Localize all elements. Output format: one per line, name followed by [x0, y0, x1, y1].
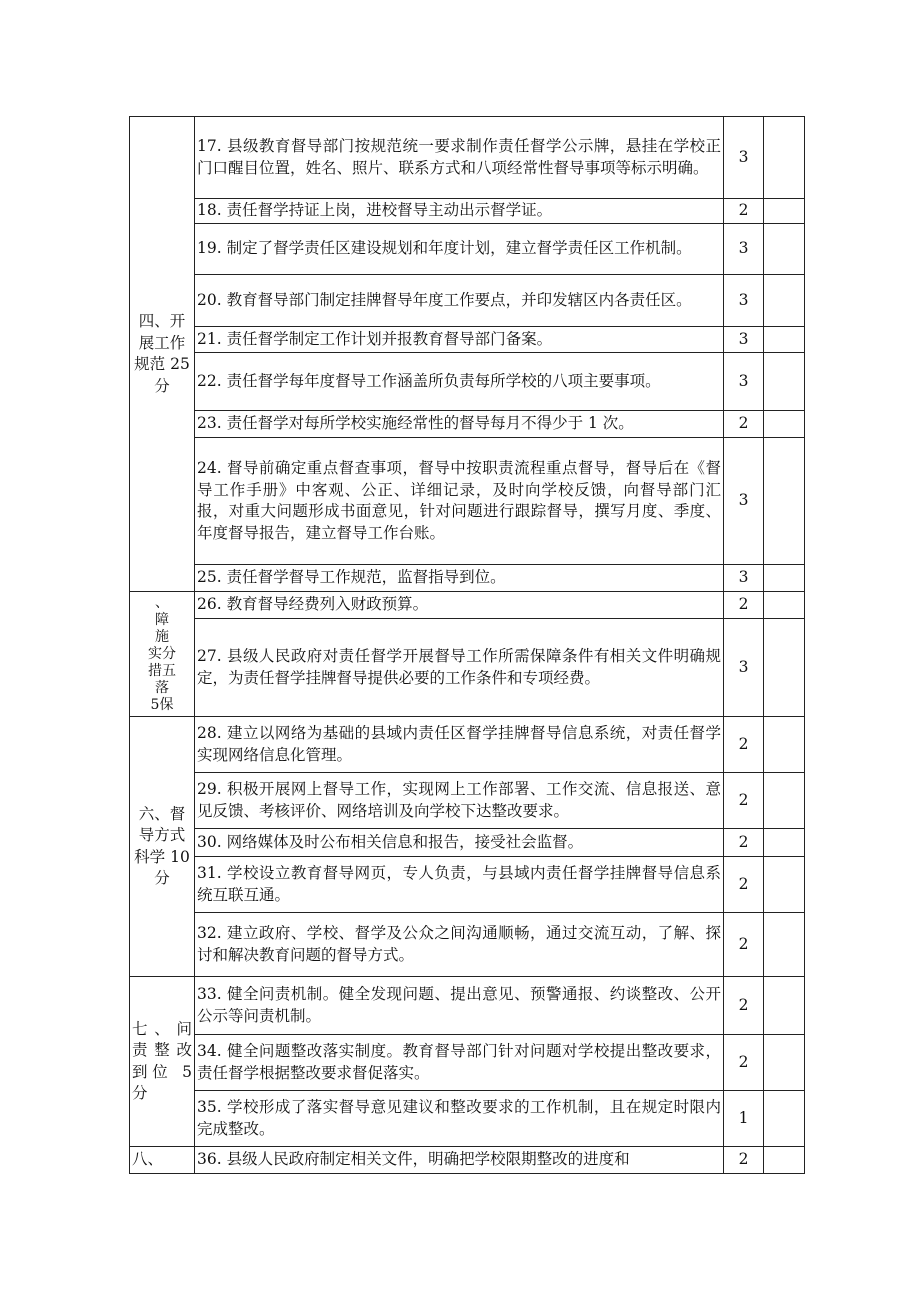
self-score-cell[interactable] — [764, 773, 805, 829]
table-row — [130, 592, 805, 619]
self-score-cell[interactable] — [764, 199, 805, 224]
category-four — [130, 117, 195, 592]
item-text: 36. 县级人民政府制定相关文件，明确把学校限期整改的进度和 — [195, 1147, 724, 1174]
self-score-cell[interactable] — [764, 275, 805, 327]
category-six — [130, 717, 195, 977]
item-text: 29. 积极开展网上督导工作，实现网上工作部署、工作交流、信息报送、意见反馈、考核评价、网络培训及向学校下达整改要求。 — [195, 773, 724, 829]
self-score-cell[interactable] — [764, 438, 805, 565]
table-row — [130, 913, 805, 977]
category-five-char: 保 — [159, 696, 174, 713]
item-text: 28. 建立以网络为基础的县域内责任区督学挂牌督导信息系统，对责任督学实现网络信息化管理。 — [195, 717, 724, 773]
self-score-cell[interactable] — [764, 224, 805, 275]
table-row — [130, 275, 805, 327]
self-score-cell[interactable] — [764, 353, 805, 411]
item-text: 27. 县级人民政府对责任督学开展督导工作所需保障条件有相关文件明确规定，为责任督学挂牌督导提供必要的工作条件和专项经费。 — [195, 619, 724, 717]
item-score: 2 — [724, 1147, 764, 1174]
self-score-cell[interactable] — [764, 327, 805, 353]
self-score-cell[interactable] — [764, 913, 805, 977]
self-score-cell[interactable] — [764, 717, 805, 773]
table-row — [130, 773, 805, 829]
category-five-char: 实 — [148, 645, 162, 662]
item-score: 2 — [724, 913, 764, 977]
category-five-char: 、 — [155, 594, 169, 611]
table-row — [130, 353, 805, 411]
category-eight — [130, 1147, 195, 1174]
self-score-cell[interactable] — [764, 411, 805, 438]
item-text: 20. 教育督导部门制定挂牌督导年度工作要点，并印发辖区内各责任区。 — [195, 275, 724, 327]
item-text: 30. 网络媒体及时公布相关信息和报告，接受社会监督。 — [195, 829, 724, 857]
item-text: 25. 责任督学督导工作规范，监督指导到位。 — [195, 565, 724, 592]
item-text: 18. 责任督学持证上岗，进校督导主动出示督学证。 — [195, 199, 724, 224]
item-text: 22. 责任督学每年度督导工作涵盖所负责每所学校的八项主要事项。 — [195, 353, 724, 411]
category-five-char: 分 — [162, 645, 176, 662]
self-score-cell[interactable] — [764, 829, 805, 857]
self-score-cell[interactable] — [764, 592, 805, 619]
table-row — [130, 1147, 805, 1174]
self-score-cell[interactable] — [764, 619, 805, 717]
evaluation-table — [129, 116, 805, 1174]
table-row — [130, 224, 805, 275]
table-row — [130, 829, 805, 857]
table-row — [130, 619, 805, 717]
self-score-cell[interactable] — [764, 565, 805, 592]
item-score: 3 — [724, 565, 764, 592]
item-text: 26. 教育督导经费列入财政预算。 — [195, 592, 724, 619]
item-score: 2 — [724, 829, 764, 857]
item-score: 3 — [724, 438, 764, 565]
item-text: 17. 县级教育督导部门按规范统一要求制作责任督学公示牌，悬挂在学校正门口醒目位置，姓名、照片、联系方式和八项经常性督导事项等标示明确。 — [195, 117, 724, 199]
category-five-char: 落 — [155, 679, 169, 696]
item-score: 3 — [724, 353, 764, 411]
item-text: 32. 建立政府、学校、督学及公众之间沟通顺畅，通过交流互动，了解、探讨和解决教育问题的督导方式。 — [195, 913, 724, 977]
item-score: 2 — [724, 199, 764, 224]
item-score: 3 — [724, 275, 764, 327]
category-five-char: 施 — [155, 628, 169, 645]
item-score: 2 — [724, 857, 764, 913]
category-four-label: 四、开展工作规范 25 分 — [134, 312, 190, 395]
category-seven-label: 七、问责整改到位 5 分 — [132, 1019, 192, 1102]
category-six-label: 六、督导方式科学 10 分 — [134, 804, 190, 887]
item-text: 35. 学校形成了落实督导意见建议和整改要求的工作机制，且在规定时限内完成整改。 — [195, 1091, 724, 1147]
table-row — [130, 199, 805, 224]
item-score: 3 — [724, 619, 764, 717]
item-score: 3 — [724, 327, 764, 353]
category-five-char: 五 — [162, 662, 176, 679]
item-text: 23. 责任督学对每所学校实施经常性的督导每月不得少于 1 次。 — [195, 411, 724, 438]
self-score-cell[interactable] — [764, 1091, 805, 1147]
item-text: 34. 健全问题整改落实制度。教育督导部门针对问题对学校提出整改要求，责任督学根据整改要求督促落实。 — [195, 1035, 724, 1091]
category-five-char: 措 — [148, 662, 162, 679]
category-five-char: 5 — [150, 696, 160, 713]
table-row — [130, 857, 805, 913]
table-row — [130, 117, 805, 199]
table-row — [130, 1035, 805, 1091]
table-row — [130, 327, 805, 353]
self-score-cell[interactable] — [764, 117, 805, 199]
item-score: 3 — [724, 117, 764, 199]
item-score: 2 — [724, 1035, 764, 1091]
self-score-cell[interactable] — [764, 977, 805, 1035]
item-score: 2 — [724, 592, 764, 619]
table-row — [130, 411, 805, 438]
self-score-cell[interactable] — [764, 1035, 805, 1091]
table-row — [130, 438, 805, 565]
item-text: 31. 学校设立教育督导网页，专人负责，与县域内责任督学挂牌督导信息系统互联互通。 — [195, 857, 724, 913]
item-text: 21. 责任督学制定工作计划并报教育督导部门备案。 — [195, 327, 724, 353]
self-score-cell[interactable] — [764, 1147, 805, 1174]
item-text: 24. 督导前确定重点督查事项，督导中按职责流程重点督导，督导后在《督导工作手册》中客观、公正、详细记录，及时向学校反馈，向督导部门汇报，对重大问题形成书面意见，针对问题进行跟踪督导，撰写月度、季度、年度督导报告，建立督导工作台账。 — [195, 438, 724, 565]
item-text: 33. 健全问责机制。健全发现问题、提出意见、预警通报、约谈整改、公开公示等问责机制。 — [195, 977, 724, 1035]
category-five — [130, 592, 195, 717]
table-row — [130, 565, 805, 592]
item-score: 2 — [724, 773, 764, 829]
table-row — [130, 1091, 805, 1147]
self-score-cell[interactable] — [764, 857, 805, 913]
item-score: 2 — [724, 717, 764, 773]
item-score: 2 — [724, 977, 764, 1035]
table-row — [130, 977, 805, 1035]
item-score: 1 — [724, 1091, 764, 1147]
item-score: 2 — [724, 411, 764, 438]
item-text: 19. 制定了督学责任区建设规划和年度计划，建立督学责任区工作机制。 — [195, 224, 724, 275]
item-score: 3 — [724, 224, 764, 275]
category-seven — [130, 977, 195, 1147]
category-five-char: 障 — [155, 611, 169, 628]
category-eight-label: 八、 — [132, 1150, 164, 1169]
table-row — [130, 717, 805, 773]
